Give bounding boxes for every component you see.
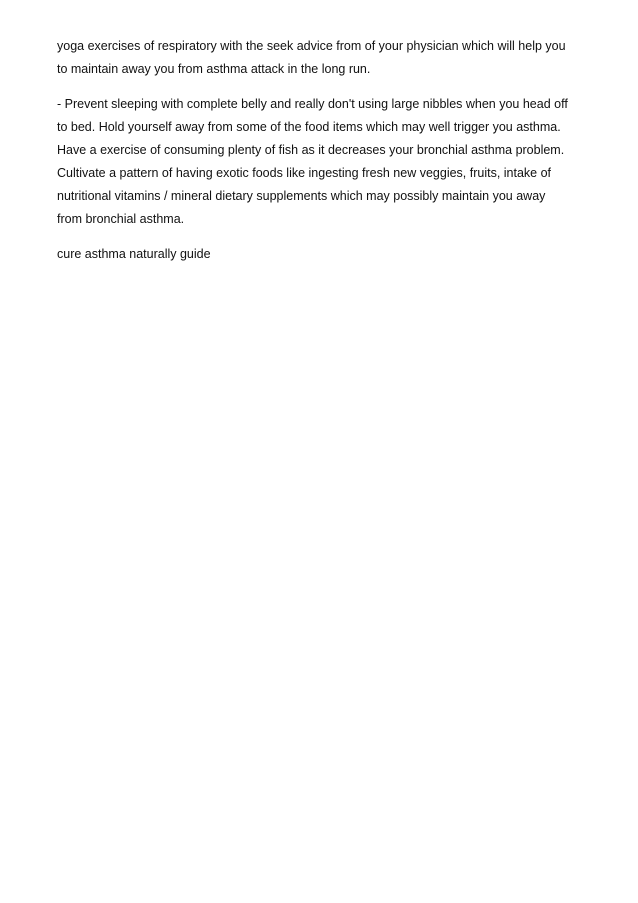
text-line: Have a exercise of consuming plenty of fish as it decreases your bronchial asthma problem. <box>57 143 565 157</box>
document-body <box>57 35 597 266</box>
text-line: Cultivate a pattern of having exotic foods like ingesting fresh new veggies, fruits, intake of <box>57 166 552 180</box>
text-line: from bronchial asthma. <box>57 212 185 226</box>
paragraph-spacer <box>57 81 597 93</box>
text-line: nutritional vitamins / mineral dietary supplements which may possibly maintain you away <box>57 189 546 203</box>
text-line: to bed. Hold yourself away from some of the food items which may well trigger you asthma. <box>57 120 561 134</box>
paragraph-spacer <box>57 231 597 243</box>
paragraph-2 <box>57 93 597 231</box>
paragraph-3 <box>57 243 597 266</box>
text-line: to maintain away you from asthma attack in the long run. <box>57 62 371 76</box>
text-line: - Prevent sleeping with complete belly and really don't using large nibbles when you head off <box>57 97 568 111</box>
text-line: cure asthma naturally guide <box>57 247 211 261</box>
paragraph-1 <box>57 35 597 81</box>
text-line: yoga exercises of respiratory with the seek advice from of your physician which will help you <box>57 39 566 53</box>
